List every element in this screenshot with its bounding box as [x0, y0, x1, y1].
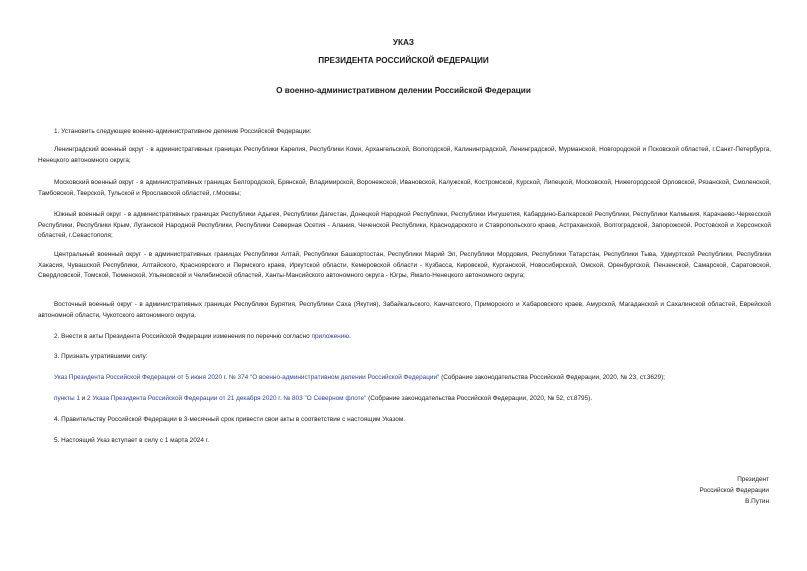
paragraph-3a-source: (Собрание законодательства Российской Федерации, 2020, № 23, ст.3629);: [439, 374, 665, 381]
appendix-link[interactable]: приложению: [311, 333, 350, 340]
paragraph-1: 1. Установить следующее военно-административное деление Российской Федерации:: [54, 128, 312, 135]
paragraph-4: 4. Правительству Российской Федерации в 3-месячный срок привести свои акты в соответствие с настоящим Указом.: [54, 416, 405, 423]
paragraph-3b: [38, 394, 771, 405]
paragraph-leningrad-district: Ленинградский военный округ - в административных границах Республики Карелия, Республики Коми, Архангельской, Вологодской, Калининградской, Ленинградской, Мурманской, Новгородской и Псковской областей, г.Санкт-Петербурга, Ненецкого автономного округа;: [38, 146, 771, 164]
decree-374-link[interactable]: Указ Президента Российской Федерации от 5 июня 2020 г. № 374 "О военно-административном делении Российской Федерации": [54, 374, 440, 381]
clause-1-link[interactable]: пункты 1: [54, 395, 80, 402]
paragraph-moscow-district: Московский военный округ - в административных границах Белгородской, Брянской, Владимирской, Воронежской, Ивановской, Калужской, Костромской, Курской, Липецкой, Московской, Нижегородской Орловской, Рязанской, Смоленской, Тамбовской, Тверской, Тульской и Ярославской областей, г.Москвы;: [38, 179, 771, 197]
decree-803-link[interactable]: Указа Президента Российской Федерации от 21 декабря 2020 г. № 803 "О Северном флоте": [92, 395, 367, 402]
paragraph-2-end: .: [349, 333, 351, 340]
paragraph-5: 5. Настоящий Указ вступает в силу с 1 марта 2024 г.: [54, 437, 209, 444]
paragraph-central-district: Центральный военный округ - в административных границах Республики Алтай, Республики Башкортостан, Республики Марий Эл, Республики Мордовия, Республики Татарстан, Республики Тыва, Удмуртской Республики, Республики Хакасия, Чувашской Республики, Алтайского, Красноярского и Пермского краев, Иркутской области, Кемеровской области - Кузбасса, Кировской, Курганской, Новосибирской, Омской, Оренбургской, Пензенской, Самарской, Саратовской, Свердловской, Томской, Тюменской, Ульяновской и Челябинской областей, Ханты-Мансийского автономного округа - Югры, Ямало-Ненецкого автономного округа;: [38, 251, 771, 279]
doc-heading: О военно-административном делении Российской Федерации: [276, 86, 531, 95]
paragraph-3b-and: и: [79, 395, 88, 402]
signature-country: Российской Федерации: [699, 487, 769, 494]
paragraph-2-text: 2. Внести в акты Президента Российской Федерации изменения по перечню согласно: [54, 333, 312, 340]
signature-name: В.Путин: [745, 498, 769, 505]
clause-2-link[interactable]: 2: [87, 395, 91, 402]
doc-title: УКАЗ: [392, 38, 415, 47]
signature-title: Президент: [737, 476, 769, 483]
doc-subtitle: ПРЕЗИДЕНТА РОССИЙСКОЙ ФЕДЕРАЦИИ: [318, 56, 489, 65]
paragraph-south-district: Южный военный округ - в административных границах Республики Адыгея, Республики Дагестан, Донецкой Народной Республики, Республики Ингушетия, Кабардино-Балкарской Республики, Республики Калмыкия, Карачаево-Черкесской Республики, Республики Крым, Луганской Народной Республики, Республики Северная Осетия - Алания, Чеченской Республики, Краснодарского и Ставропольского краев, Астраханской, Волгоградской, Запорожской, Ростовской и Херсонской областей, г.Севастополя;: [38, 211, 771, 239]
paragraph-3a: [38, 373, 771, 384]
paragraph-3: 3. Признать утратившими силу:: [54, 353, 148, 360]
paragraph-east-district: Восточный военный округ - в административных границах Республики Бурятия, Республики Саха (Якутия), Забайкальского, Камчатского, Приморского и Хабаровского краев, Амурской, Магаданской и Сахалинской областей, Еврейской автономной области, Чукотского автономного округа.: [38, 301, 771, 319]
paragraph-3b-source: (Собрание законодательства Российской Федерации, 2020, № 52, ст.8795).: [366, 395, 593, 402]
paragraph-2: [38, 332, 771, 343]
